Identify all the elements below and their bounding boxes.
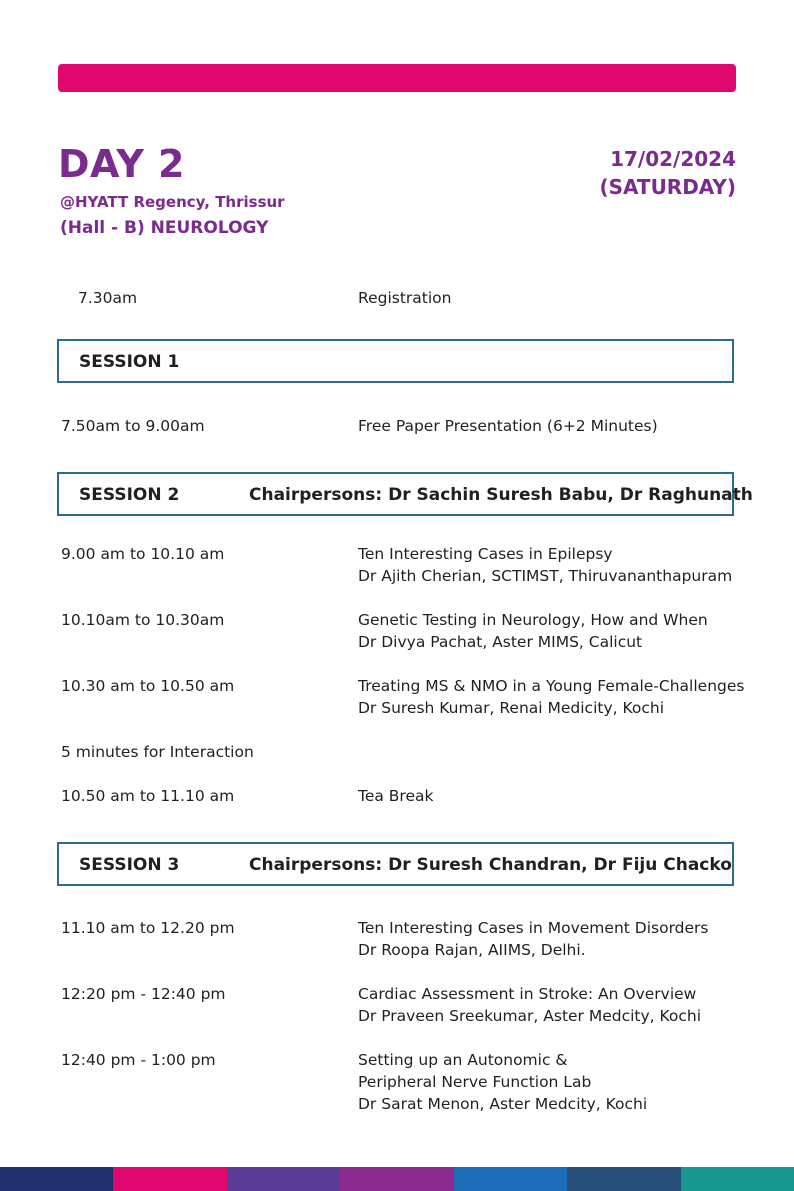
- item-time: 12:20 pm - 12:40 pm: [61, 985, 226, 1003]
- session-2-chairpersons: Chairpersons: Dr Sachin Suresh Babu, Dr Raghunath: [249, 485, 753, 505]
- item-time: 12:40 pm - 1:00 pm: [61, 1051, 216, 1069]
- item-title: Genetic Testing in Neurology, How and When: [358, 611, 708, 629]
- session-1-label: SESSION 1: [79, 352, 180, 372]
- strip-segment: [113, 1167, 226, 1191]
- item-title: Ten Interesting Cases in Movement Disorders: [358, 919, 709, 937]
- item-speaker: Dr Praveen Sreekumar, Aster Medcity, Kochi: [358, 1007, 702, 1025]
- day-title: DAY 2: [58, 142, 186, 186]
- item-title: Free Paper Presentation (6+2 Minutes): [358, 417, 658, 435]
- strip-segment: [681, 1167, 794, 1191]
- session-2-label: SESSION 2: [79, 485, 180, 505]
- item-time: 10.30 am to 10.50 am: [61, 677, 235, 695]
- session-3-header: [57, 842, 734, 886]
- item-speaker: Dr Roopa Rajan, AIIMS, Delhi.: [358, 941, 586, 959]
- item-speaker: Dr Suresh Kumar, Renai Medicity, Kochi: [358, 699, 665, 717]
- item-speaker: Dr Ajith Cherian, SCTIMST, Thiruvananthapuram: [358, 567, 733, 585]
- interaction-note: 5 minutes for Interaction: [61, 743, 254, 761]
- tea-break-time: 10.50 am to 11.10 am: [61, 787, 235, 805]
- item-speaker: Dr Divya Pachat, Aster MIMS, Calicut: [358, 633, 643, 651]
- item-time: 10.10am to 10.30am: [61, 611, 225, 629]
- event-date: 17/02/2024: [610, 147, 736, 171]
- item-title: Ten Interesting Cases in Epilepsy: [358, 545, 613, 563]
- item-time: 7.50am to 9.00am: [61, 417, 205, 435]
- strip-segment: [0, 1167, 113, 1191]
- strip-segment: [340, 1167, 453, 1191]
- session-3-chairpersons: Chairpersons: Dr Suresh Chandran, Dr Fiju Chacko: [249, 855, 732, 875]
- top-accent-bar: [58, 64, 736, 92]
- tea-break-event: Tea Break: [358, 787, 434, 805]
- date-block: [599, 145, 736, 201]
- item-time: 11.10 am to 12.20 pm: [61, 919, 235, 937]
- item-title: Setting up an Autonomic &: [358, 1051, 568, 1069]
- item-title: Cardiac Assessment in Stroke: An Overview: [358, 985, 697, 1003]
- session-3-label: SESSION 3: [79, 855, 180, 875]
- venue: @HYATT Regency, Thrissur: [60, 193, 285, 211]
- event-weekday: (SATURDAY): [599, 175, 736, 199]
- registration-event: Registration: [358, 289, 452, 307]
- item-speaker: Dr Sarat Menon, Aster Medcity, Kochi: [358, 1095, 648, 1113]
- session-2-header: [57, 472, 753, 516]
- strip-segment: [227, 1167, 340, 1191]
- registration-time: 7.30am: [78, 289, 138, 307]
- item-time: 9.00 am to 10.10 am: [61, 545, 225, 563]
- hall-name: (Hall - B) NEUROLOGY: [60, 218, 269, 238]
- strip-segment: [454, 1167, 567, 1191]
- item-title-continued: Peripheral Nerve Function Lab: [358, 1073, 592, 1091]
- item-title: Treating MS & NMO in a Young Female-Challenges: [358, 677, 745, 695]
- session-1-header: [57, 339, 734, 383]
- bottom-color-strip: [0, 1167, 794, 1191]
- strip-segment: [567, 1167, 680, 1191]
